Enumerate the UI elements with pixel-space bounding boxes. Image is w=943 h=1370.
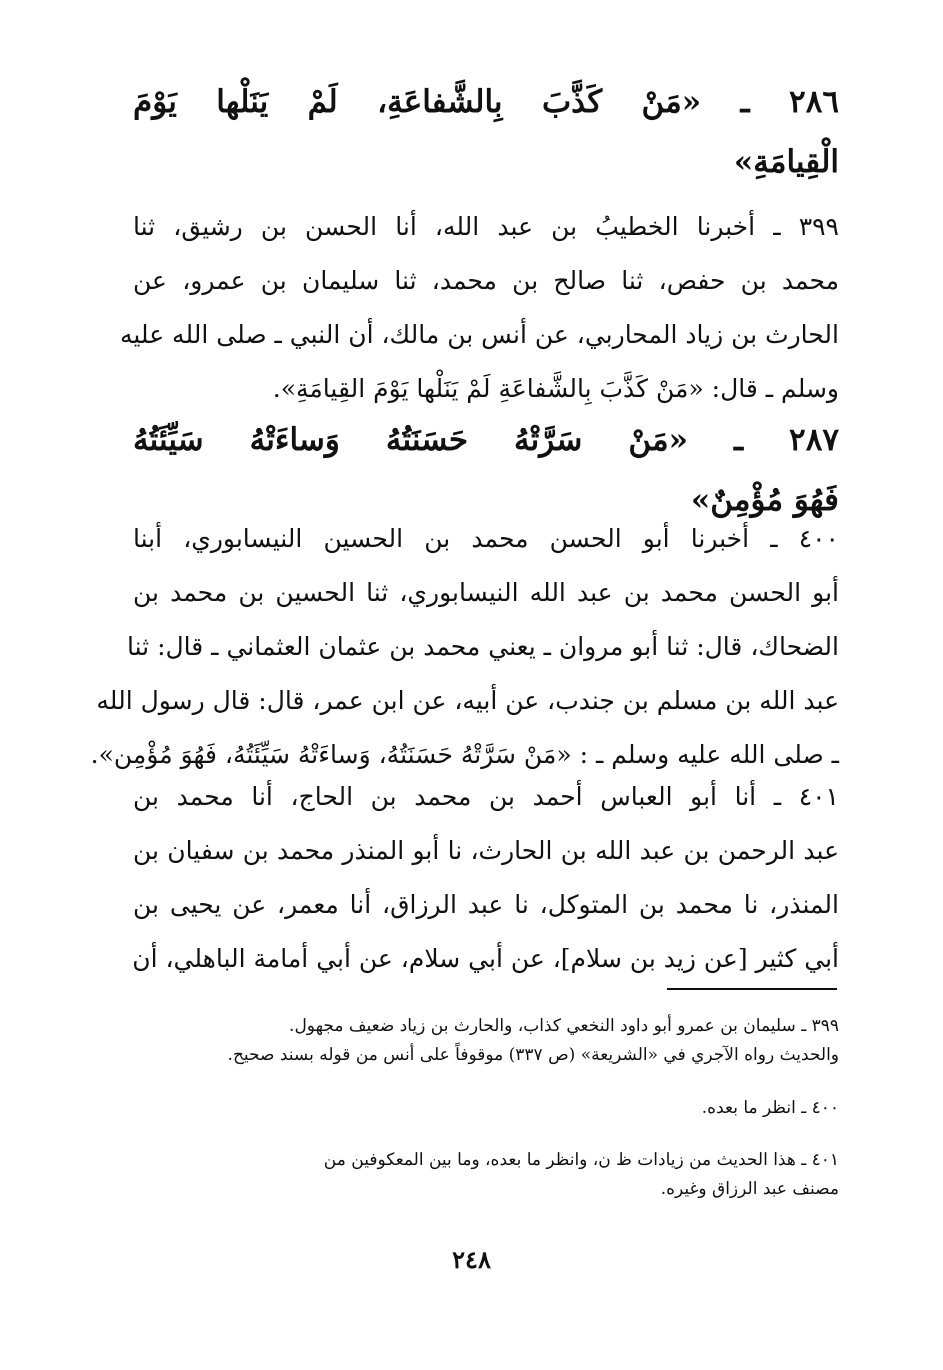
footnote-line: مصنف عبد الرزاق وغيره.: [660, 1179, 839, 1199]
footnote-line: ٤٠٠ ـ انظر ما بعده.: [701, 1098, 839, 1118]
footnote-400: [133, 1094, 839, 1123]
footnote-separator: [667, 988, 837, 990]
page-number: ٢٤٨: [452, 1245, 491, 1274]
footnote-line: ٤٠١ ـ هذا الحديث من زيادات ظ ن، وانظر ما بعده، وما بين المعكوفين من: [323, 1150, 839, 1170]
hadith-401-paragraph: [133, 770, 839, 986]
hadith-line: عبد الرحمن بن عبد الله بن الحارث، نا أبو المنذر محمد بن سفيان بن: [133, 836, 839, 865]
hadith-line: أبي كثير [عن زيد بن سلام]، عن أبي سلام، عن أبي أمامة الباهلي، أن: [132, 944, 839, 973]
hadith-line: المنذر، نا محمد بن المتوكل، نا عبد الرزاق، أنا معمر، عن يحيى بن: [133, 890, 839, 919]
hadith-line: ٤٠٠ ـ أخبرنا أبو الحسن محمد بن الحسين النيسابوري، أبنا: [133, 524, 839, 553]
hadith-line: الحارث بن زياد المحاربي، عن أنس بن مالك، أن النبي ـ صلى الله عليه: [119, 320, 839, 349]
hadith-line: ٣٩٩ ـ أخبرنا الخطيبُ بن عبد الله، أنا الحسن بن رشيق، ثنا: [133, 212, 839, 241]
hadith-line: محمد بن حفص، ثنا صالح بن محمد، ثنا سليمان بن عمرو، عن: [133, 266, 839, 295]
hadith-line: ـ صلى الله عليه وسلم ـ : «مَنْ سَرَّتْهُ حَسَنَتُهُ، وَساءَتْهُ سَيِّئَتُهُ، فَهُوَ مُؤْمِن».: [90, 740, 839, 769]
chapter-heading-line: فَهُوَ مُؤْمِنٌ»: [690, 482, 839, 518]
hadith-399-paragraph: [119, 200, 839, 416]
footnote-401: [133, 1146, 839, 1204]
chapter-heading-line: الْقِيامَةِ»: [733, 144, 839, 180]
hadith-line: أبو الحسن محمد بن عبد الله النيسابوري، ثنا الحسين بن محمد بن: [133, 578, 839, 607]
hadith-line: الضحاك، قال: ثنا أبو مروان ـ يعني محمد بن عثمان العثماني ـ قال: ثنا: [127, 632, 839, 661]
footnote-line: والحديث رواه الآجري في «الشريعة» (ص ٣٣٧) موقوفاً على أنس من قوله بسند صحيح.: [227, 1045, 839, 1065]
footnote-line: ٣٩٩ ـ سليمان بن عمرو أبو داود النخعي كذاب، والحارث بن زياد ضعيف مجهول.: [289, 1016, 839, 1036]
hadith-line: وسلم ـ قال: «مَنْ كَذَّبَ بِالشَّفاعَةِ لَمْ يَنَلْها يَوْمَ القِيامَةِ».: [272, 374, 839, 403]
footnote-399: [133, 1012, 839, 1070]
hadith-line: عبد الله بن مسلم بن جندب، عن أبيه، عن ابن عمر، قال: قال رسول الله: [96, 686, 839, 715]
hadith-line: ٤٠١ ـ أنا أبو العباس أحمد بن محمد بن الحاج، أنا محمد بن: [133, 782, 839, 811]
chapter-heading-line: ٢٨٦ ـ «مَنْ كَذَّبَ بِالشَّفاعَةِ، لَمْ يَنَلْها يَوْمَ: [133, 84, 839, 120]
hadith-400-paragraph: [90, 512, 839, 782]
chapter-heading-line: ٢٨٧ ـ «مَنْ سَرَّتْهُ حَسَنَتُهُ وَساءَتْهُ سَيِّئَتُهُ: [133, 422, 839, 458]
chapter-heading-286: [133, 72, 839, 192]
